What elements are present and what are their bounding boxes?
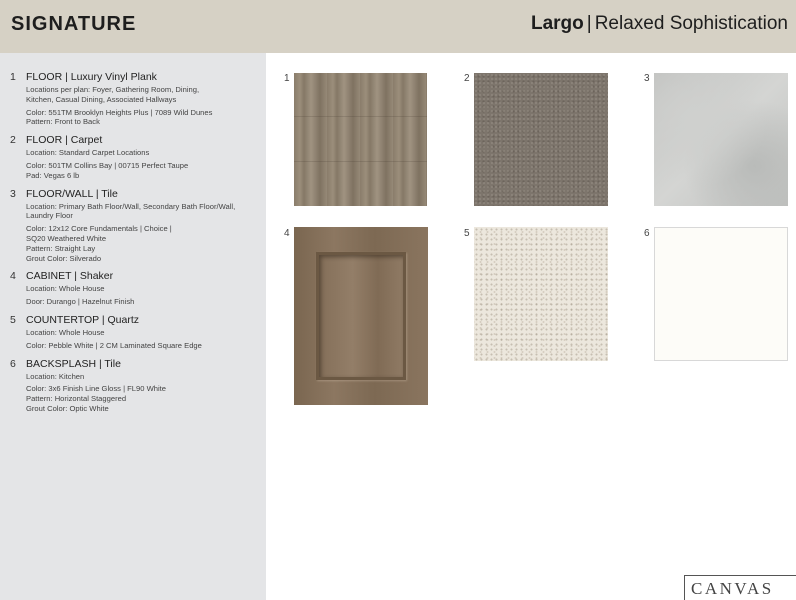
spec-line: Grout Color: Optic White: [26, 403, 109, 413]
spec-number: 5: [10, 313, 16, 326]
spec-item-floor-lvp: [10, 71, 256, 127]
cabinet-door-panel: [316, 252, 406, 380]
spec-number: 3: [10, 187, 16, 200]
spec-line: Door: Durango | Hazelnut Finish: [26, 297, 135, 307]
spec-title: BACKSPLASH | Tile: [26, 357, 121, 370]
swatch-cabinet-door: [294, 227, 428, 405]
spec-item-cabinet: [10, 270, 256, 307]
spec-line: Color: 551TM Brooklyn Heights Plus | 7089 Wild Dunes: [26, 107, 213, 117]
spec-line: Pad: Vegas 6 lb: [26, 170, 80, 180]
collection-title: [531, 13, 788, 35]
spec-title: FLOOR/WALL | Tile: [26, 187, 118, 200]
spec-number: 4: [10, 270, 16, 283]
swatch-label-4: 4: [284, 228, 290, 239]
swatch-label-3: 3: [644, 73, 650, 84]
swatch-quartz: [474, 227, 608, 361]
spec-title: CABINET | Shaker: [26, 270, 114, 283]
swatch-backsplash: [654, 227, 788, 361]
spec-line: Pattern: Horizontal Staggered: [26, 394, 127, 404]
spec-line: Location: Kitchen: [26, 371, 85, 381]
swatch-label-2: 2: [464, 73, 470, 84]
spec-item-floor-carpet: [10, 134, 256, 180]
swatch-carpet: [474, 73, 608, 206]
spec-line: Pattern: Front to Back: [26, 117, 100, 127]
spec-line: Laundry Floor: [26, 211, 73, 221]
spec-line: Location: Whole House: [26, 284, 105, 294]
spec-line: Location: Whole House: [26, 327, 105, 337]
spec-number: 1: [10, 71, 16, 83]
spec-line: SQ20 Weathered White: [26, 233, 107, 243]
spec-line: Color: 12x12 Core Fundamentals | Choice |: [26, 224, 172, 234]
collection-tagline: Relaxed Sophistication: [594, 13, 788, 34]
swatch-label-5: 5: [464, 228, 470, 239]
spec-title: FLOOR | Luxury Vinyl Plank: [26, 71, 157, 83]
spec-title: COUNTERTOP | Quartz: [26, 313, 140, 326]
spec-line: Pattern: Straight Lay: [26, 243, 96, 253]
spec-line: Color: 501TM Collins Bay | 00715 Perfect Taupe: [26, 160, 189, 170]
spec-line: Grout Color: Silverado: [26, 253, 102, 263]
spec-title: FLOOR | Carpet: [26, 134, 103, 147]
spec-line: Location: Standard Carpet Locations: [26, 148, 150, 158]
brand-title: SIGNATURE: [11, 13, 137, 35]
spec-number: 2: [10, 134, 16, 147]
spec-line: Kitchen, Casual Dining, Associated Hallways: [26, 94, 177, 104]
spec-line: Color: Pebble White | 2 CM Laminated Square Edge: [26, 340, 202, 350]
spec-line: Location: Primary Bath Floor/Wall, Secondary Bath Floor/Wall,: [26, 201, 236, 211]
spec-sidebar: [0, 53, 266, 600]
spec-line: Color: 3x6 Finish Line Gloss | FL90 White: [26, 384, 166, 394]
swatch-label-1: 1: [284, 73, 290, 84]
spec-line: Locations per plan: Foyer, Gathering Room, Dining,: [26, 85, 200, 94]
swatch-tile: [654, 73, 788, 206]
spec-item-backsplash: [10, 358, 256, 414]
spec-item-countertop: [10, 314, 256, 351]
swatch-label-6: 6: [644, 228, 650, 239]
collection-separator: |: [586, 13, 592, 34]
collection-name: Largo: [530, 13, 584, 34]
spec-number: 6: [10, 357, 16, 370]
header-bar: [0, 0, 796, 53]
spec-item-floor-wall-tile: [10, 188, 256, 264]
swatch-vinyl-plank: [294, 73, 427, 206]
canvas-logo: CANVAS: [684, 575, 796, 600]
